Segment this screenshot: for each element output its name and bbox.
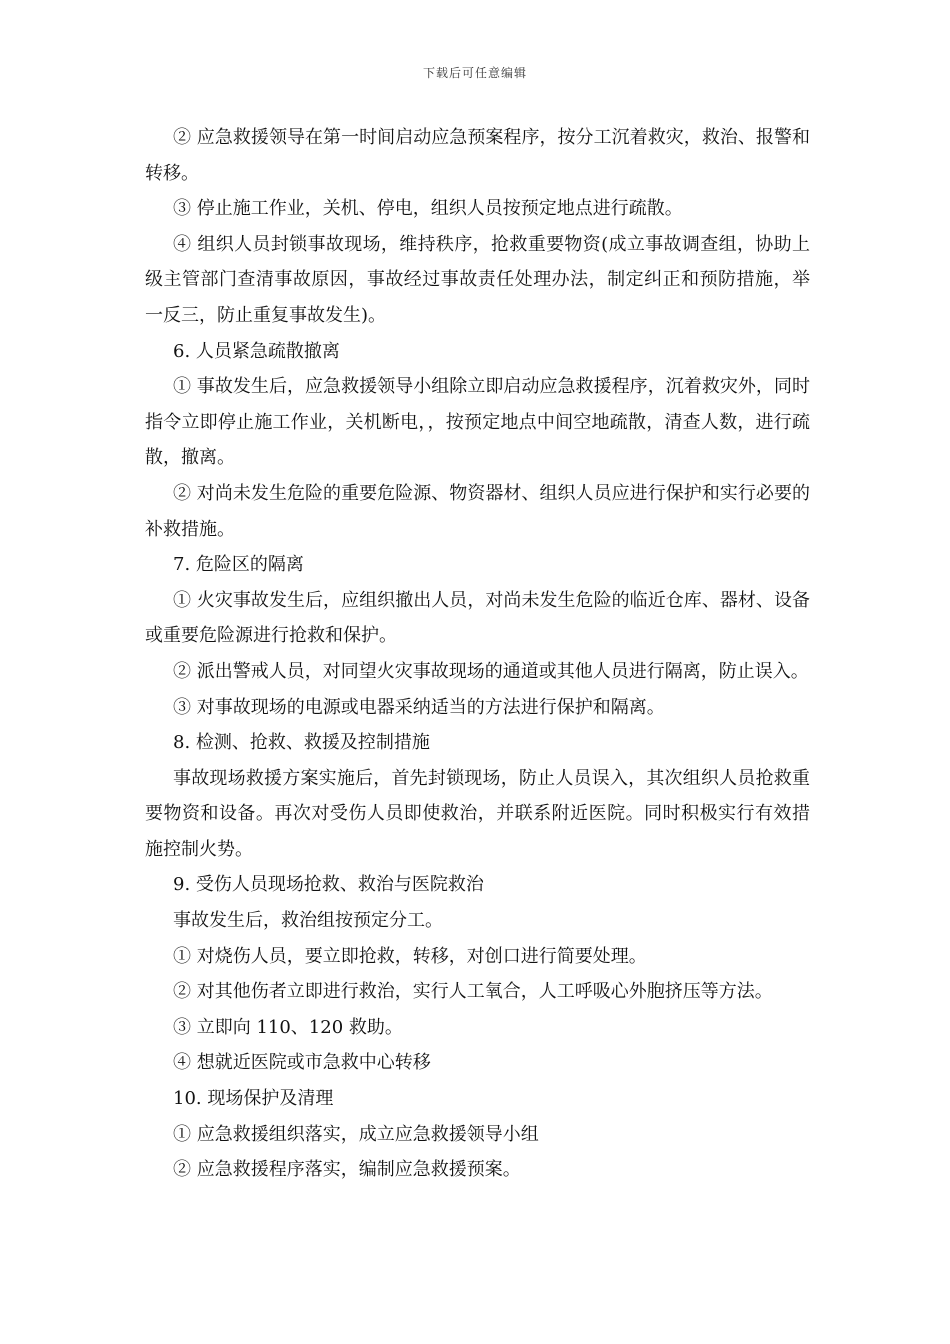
paragraph: ③ 停止施工作业，关机、停电，组织人员按预定地点进行疏散。 [173,198,683,220]
paragraph: ② 对尚未发生危险的重要危险源、物资器材、组织人员应进行保护和实行必要的补救措施。 [145,482,810,540]
paragraph: 事故发生后，救治组按预定分工。 [173,910,443,932]
document-body [145,120,810,1188]
section-heading: 9. 受伤人员现场抢救、救治与医院救治 [173,874,484,896]
paragraph: ② 应急救援程序落实，编制应急救援预案。 [173,1159,521,1181]
paragraph: ④ 组织人员封锁事故现场，维持秩序，抢救重要物资(成立事故调查组，协助上级主管部门查清事故原因，事故经过事故责任处理办法，制定纠正和预防措施，举一反三，防止重复事故发生)。 [145,233,810,326]
section-heading: 7. 危险区的隔离 [173,554,304,576]
paragraph: ① 应急救援组织落实，成立应急救援领导小组 [173,1123,539,1145]
paragraph: ② 派出警戒人员，对同望火灾事故现场的通道或其他人员进行隔离，防止误入。 [173,660,809,682]
paragraph: ③ 立即向 110、120 救助。 [173,1016,403,1038]
paragraph: 事故现场救援方案实施后，首先封锁现场，防止人员误入，其次组织人员抢救重要物资和设备。再次对受伤人员即使救治，并联系附近医院。同时积极实行有效措施控制火势。 [145,767,810,860]
section-heading: 10. 现场保护及清理 [173,1088,334,1110]
paragraph: ② 对其他伤者立即进行救治，实行人工氧合，人工呼吸心外胞挤压等方法。 [173,981,773,1003]
header-note: 下载后可任意编辑 [422,66,527,80]
section-heading: 6. 人员紧急疏散撤离 [173,340,340,362]
paragraph: ② 应急救援领导在第一时间启动应急预案程序，按分工沉着救灾，救治、报警和转移。 [145,127,810,184]
paragraph: ④ 想就近医院或市急救中心转移 [173,1052,431,1074]
paragraph: ① 事故发生后，应急救援领导小组除立即启动应急救援程序，沉着救灾外，同时指令立即停止施工作业，关机断电，，按预定地点中间空地疏散，清查人数，进行疏散，撤离。 [145,376,810,469]
section-heading: 8. 检测、抢救、救援及控制措施 [173,732,430,754]
paragraph: ① 对烧伤人员，要立即抢救，转移，对创口进行简要处理。 [173,945,647,967]
paragraph: ① 火灾事故发生后，应组织撤出人员，对尚未发生危险的临近仓库、器材、设备或重要危险源进行抢救和保护。 [145,589,810,647]
paragraph: ③ 对事故现场的电源或电器采纳适当的方法进行保护和隔离。 [173,696,665,718]
